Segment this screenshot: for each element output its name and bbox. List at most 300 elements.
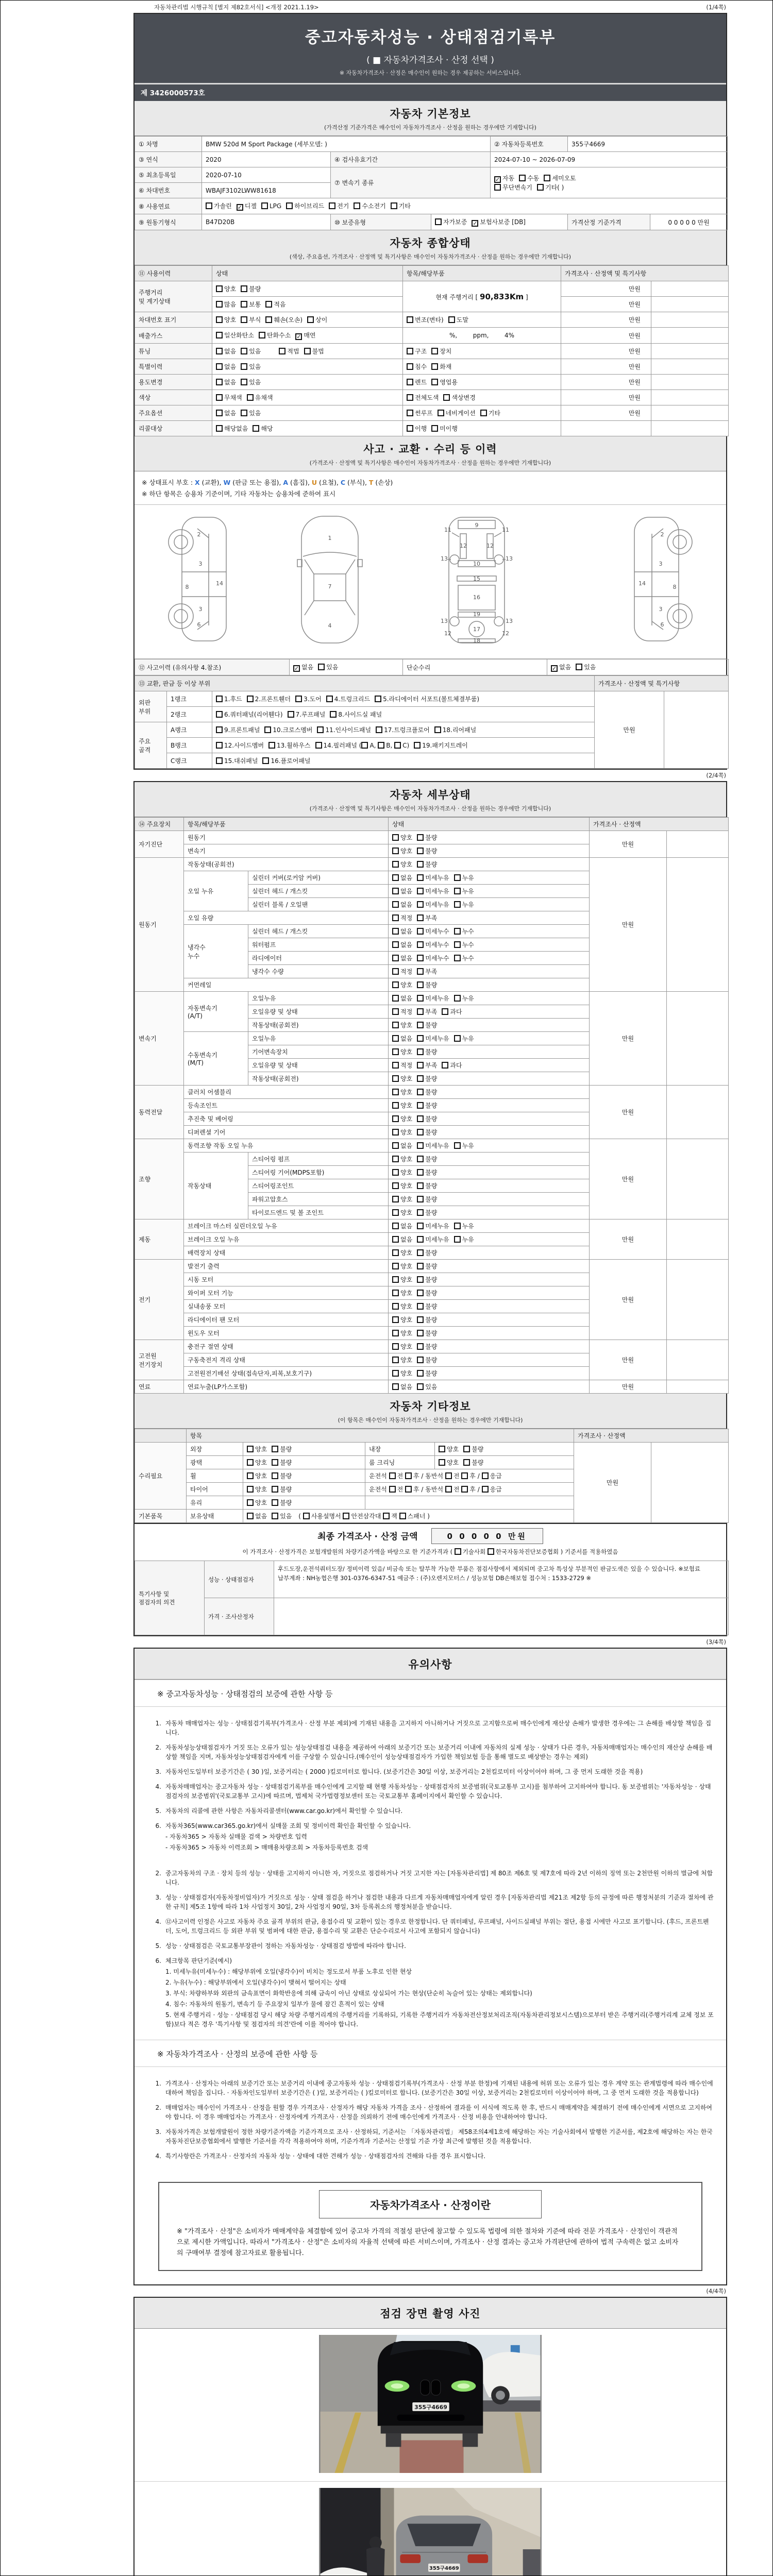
block-detail — [133, 781, 727, 1636]
table-cell-value — [212, 390, 403, 405]
checkbox-unchecked[interactable] — [417, 1275, 437, 1284]
checkbox-unchecked[interactable] — [286, 201, 324, 210]
checkbox-unchecked[interactable] — [431, 378, 458, 386]
checkbox-unchecked[interactable] — [417, 887, 449, 895]
checkbox-unchecked[interactable] — [392, 1235, 412, 1244]
checkbox-label: 없음 — [400, 1035, 413, 1042]
table-cell-value — [212, 753, 595, 769]
checkbox-label: 누유 — [462, 1236, 474, 1243]
checkbox-box-icon — [407, 425, 413, 432]
checkbox-unchecked[interactable] — [454, 994, 474, 1003]
checkbox-unchecked[interactable] — [392, 900, 412, 909]
checkbox-checked[interactable] — [237, 201, 257, 211]
checkbox-unchecked[interactable] — [417, 1329, 437, 1337]
table-cell-value: 2024-07-10 ~ 2026-07-09 — [491, 152, 728, 167]
checkbox-box-icon[interactable] — [482, 1486, 489, 1493]
checkbox-unchecked[interactable] — [241, 300, 261, 309]
checkbox-unchecked[interactable] — [392, 1141, 412, 1150]
checkbox-unchecked[interactable] — [392, 1007, 412, 1016]
checkbox-unchecked[interactable] — [392, 980, 412, 989]
checkbox-unchecked[interactable] — [272, 1458, 292, 1467]
legend-codes: ※ 상태표시 부호 : X (교환), W (판금 또는 용접), A (흠집), U (요철), C (부식), T (손상) — [142, 479, 393, 486]
notice-item — [150, 2103, 715, 2122]
checkbox-unchecked[interactable] — [417, 1195, 437, 1204]
checkbox-unchecked[interactable] — [216, 756, 258, 765]
checkbox-box-icon[interactable] — [378, 742, 384, 749]
checkbox-unchecked[interactable] — [417, 1021, 437, 1029]
checkbox-unchecked[interactable] — [392, 1208, 412, 1217]
checkbox-unchecked[interactable] — [439, 1445, 459, 1453]
checkbox-unchecked[interactable] — [454, 1034, 474, 1043]
notice-item-number: 1. — [155, 2080, 161, 2087]
notice-list-b — [135, 1869, 726, 2040]
checkbox-label: 7.루프패널 — [295, 711, 326, 718]
checkbox-unchecked[interactable] — [392, 1289, 412, 1297]
checkbox-unchecked[interactable] — [392, 1088, 412, 1096]
table-cell-value — [243, 1456, 365, 1469]
checkbox-unchecked[interactable] — [417, 1289, 437, 1297]
checkbox-unchecked[interactable] — [417, 1302, 437, 1311]
checkbox-unchecked[interactable] — [417, 1007, 437, 1016]
checkbox-unchecked[interactable] — [206, 201, 232, 210]
checkbox-unchecked[interactable] — [272, 1498, 292, 1507]
checkbox-unchecked[interactable] — [392, 887, 412, 895]
notice-item — [150, 1719, 715, 1737]
checkbox-box-icon[interactable] — [405, 1486, 412, 1493]
panel-number-label: 7 — [328, 583, 332, 590]
checkbox-box-icon[interactable] — [488, 1548, 494, 1555]
checkbox-unchecked[interactable] — [216, 284, 236, 293]
checkbox-unchecked[interactable] — [392, 873, 412, 882]
checkbox-unchecked[interactable] — [392, 1168, 412, 1177]
checkbox-box-icon[interactable] — [445, 1486, 452, 1493]
checkbox-unchecked[interactable] — [392, 1329, 412, 1337]
checkbox-unchecked[interactable] — [392, 954, 412, 962]
notice-item — [150, 1893, 715, 1911]
checkbox-unchecked[interactable] — [454, 873, 474, 882]
checkbox-unchecked[interactable] — [417, 954, 449, 962]
checkbox-label: 무채색 — [224, 394, 242, 401]
checkbox-unchecked[interactable] — [392, 1034, 412, 1043]
table-cell-value — [389, 1340, 590, 1353]
checkbox-unchecked[interactable] — [376, 725, 430, 734]
checkbox-unchecked[interactable] — [454, 1141, 474, 1150]
checkbox-unchecked[interactable] — [295, 694, 322, 703]
checkbox-box-icon[interactable] — [361, 742, 368, 749]
checkbox-unchecked[interactable] — [463, 1445, 483, 1453]
checkbox-label: 양호 — [400, 861, 413, 868]
checkbox-box-icon[interactable] — [389, 1486, 396, 1493]
checkbox-unchecked[interactable] — [392, 1021, 412, 1029]
checkbox-box-icon — [392, 1008, 399, 1015]
checkbox-unchecked[interactable] — [216, 741, 264, 750]
checkbox-unchecked[interactable] — [417, 1141, 449, 1150]
table-cell-value — [389, 1367, 590, 1380]
checkbox-unchecked[interactable] — [241, 315, 261, 324]
checkbox-unchecked[interactable] — [417, 1355, 437, 1364]
checkbox-unchecked[interactable] — [315, 741, 410, 750]
checkbox-label: 매연 — [304, 332, 316, 339]
checkbox-unchecked[interactable] — [354, 201, 385, 210]
checkbox-unchecked[interactable] — [247, 1498, 267, 1507]
checkbox-unchecked[interactable] — [259, 331, 291, 340]
final-price-label: 최종 가격조사 · 산정 금액 — [317, 1532, 418, 1542]
checkbox-unchecked[interactable] — [442, 1007, 462, 1016]
table-cell-value: BMW 520d M Sport Package (세부모델: ) — [202, 137, 491, 152]
checkbox-unchecked[interactable] — [417, 1061, 437, 1070]
checkbox-box-icon[interactable] — [394, 742, 401, 749]
checkbox-unchecked[interactable] — [544, 174, 576, 182]
checkbox-unchecked[interactable] — [216, 347, 236, 355]
checkbox-unchecked[interactable] — [216, 409, 236, 417]
checkbox-unchecked[interactable] — [431, 424, 458, 433]
table-cell-label: 상태 — [212, 266, 403, 281]
checkbox-unchecked[interactable] — [494, 183, 532, 192]
checkbox-unchecked[interactable] — [392, 1155, 412, 1163]
checkbox-unchecked[interactable] — [463, 1458, 483, 1467]
checkbox-unchecked[interactable] — [431, 347, 451, 355]
checkbox-unchecked[interactable] — [417, 873, 449, 882]
checkbox-unchecked[interactable] — [417, 1155, 437, 1163]
checkbox-label: 적음 — [274, 301, 286, 308]
page-marker-3: (3/4쪽) — [706, 1638, 726, 1646]
checkbox-box-icon[interactable] — [399, 1513, 406, 1519]
notice-subitem: 5. 현재 주행거리 · 성능 · 상태점검 당시 해당 차량 주행거리계의 주행거리를 기록하되, 기록한 주행거리가 자동차전산정보처리조직(자동차관리정보시스템)으로부터 받은 주행거리(주행거리계 교체 정보 포함)보다 적은 경우 '특기사항 및 점검자의 의견'란에 이를 적어야 합니다. — [165, 2011, 714, 2028]
table-cell-label: 스티어링 펌프 — [248, 1153, 389, 1166]
checkbox-unchecked[interactable] — [392, 1114, 412, 1123]
checkbox-unchecked[interactable] — [417, 1262, 437, 1270]
checkbox-box-icon[interactable] — [445, 1472, 452, 1479]
checkbox-label: 양호 — [255, 1472, 267, 1480]
notice-item-text: 체크항목 판단기준(예시) 1. 미세누유(미세누수) : 해당부위에 오일(냉각수)이 비치는 정도로서 부품 노후로 인한 현상 2. 누유(누수) : 해당부위에서 오일(냉각수)이 맺혀서 떨어지는 상태 3. 부식: 차량하부와 외판의 금속표면이 화학반응에 의해 금속이 아닌 상태로 상실되어 가는 현상(단순히 녹슬어 있는 상태는 제외합니다) 4. 침수: 자동차의 원동기, 변속기 등 주요장치 일부가 물에 잠긴 흔적이 있는 상태 5. 현재 주행거리 · 성능 · 상태점검 당시 해당 차량 주행거리계의 주행거리를 기록하되, 기록한 주행거리가 자동차전산정보처리조직(자동차관리정보시스템)으로부터 받은 주행거리(주행거리계 교체 정보 포함)보다 적은 경우 '특기사항 및 점검자의 의견'란에 이를 적어야 합니다. — [165, 1956, 715, 2029]
checkbox-unchecked[interactable] — [454, 927, 474, 936]
table-cell-label: 룸 크리닝 — [365, 1456, 435, 1469]
table-cell-value — [389, 978, 590, 992]
checkbox-unchecked[interactable] — [241, 409, 261, 417]
checkbox-unchecked[interactable] — [330, 710, 382, 719]
checkbox-unchecked[interactable] — [417, 846, 437, 855]
checkbox-unchecked[interactable] — [417, 1047, 437, 1056]
checkbox-unchecked[interactable] — [216, 378, 236, 386]
checkbox-unchecked[interactable] — [519, 174, 539, 182]
checkbox-label: 변조(변타) — [415, 316, 444, 324]
checkbox-unchecked[interactable] — [417, 980, 437, 989]
checkbox-unchecked[interactable] — [272, 1471, 292, 1480]
checkbox-unchecked[interactable] — [407, 424, 427, 433]
checkbox-label: 부족 — [425, 1062, 438, 1069]
table-cell-label: 라디에이터 — [248, 952, 389, 965]
checkbox-unchecked[interactable] — [417, 940, 449, 949]
checkbox-checked[interactable] — [551, 663, 571, 672]
table-cell-label: 튜닝 — [135, 344, 212, 359]
checkbox-unchecked[interactable] — [392, 1195, 412, 1204]
checkbox-unchecked[interactable] — [417, 860, 437, 869]
checkbox-unchecked[interactable] — [241, 347, 261, 355]
checkbox-unchecked[interactable] — [392, 1128, 412, 1137]
checkbox-unchecked[interactable] — [417, 1088, 437, 1096]
checkbox-unchecked[interactable] — [326, 694, 370, 703]
checkbox-unchecked[interactable] — [443, 393, 475, 402]
checkbox-unchecked[interactable] — [392, 1047, 412, 1056]
checkbox-label: 세미오토 — [552, 175, 576, 182]
checkbox-box-icon — [392, 1089, 399, 1095]
checkbox-unchecked[interactable] — [216, 710, 283, 719]
checkbox-unchecked[interactable] — [272, 1485, 292, 1494]
checkbox-unchecked[interactable] — [417, 1128, 437, 1137]
checkbox-unchecked[interactable] — [576, 663, 596, 671]
checkbox-label: 장치 — [440, 348, 452, 355]
checkbox-unchecked[interactable] — [216, 694, 242, 703]
checkbox-box-icon — [407, 379, 413, 385]
checkbox-unchecked[interactable] — [392, 1262, 412, 1270]
checkbox-unchecked[interactable] — [264, 725, 312, 734]
checkbox-unchecked[interactable] — [417, 1074, 437, 1083]
checkbox-label: 불량 — [280, 1459, 292, 1466]
checkbox-box-icon — [247, 1486, 254, 1493]
checkbox-label: 양호 — [400, 1196, 413, 1203]
checkbox-checked[interactable] — [494, 174, 514, 183]
checkbox-unchecked[interactable] — [417, 1168, 437, 1177]
checkbox-unchecked[interactable] — [247, 1445, 267, 1453]
checkbox-label: 불량 — [425, 1209, 438, 1216]
checkbox-checked[interactable] — [293, 663, 313, 672]
table-cell-label: 타이로드엔드 및 볼 조인트 — [248, 1206, 389, 1219]
checkbox-unchecked[interactable] — [407, 409, 433, 417]
checkbox-unchecked[interactable] — [392, 1315, 412, 1324]
checkbox-unchecked[interactable] — [247, 694, 291, 703]
checkbox-unchecked[interactable] — [272, 1445, 292, 1453]
notice-item-text: 자동차가격은 보험개발원이 정한 차량기준가액을 기준가격으로 조사 · 산정하되, 기준서는 「자동차관리법」 제58조의4제1호에 해당하는 자는 기술사회에서 발행한 기준서를, 제2호에 해당하는 자는 한국자동차진단보증협회에서 발행한 기준서를 각각 적용하여야 하며, 기준가격과 기준서는 산정일 기준 가장 최근에 발행된 것을 적용합니다. — [165, 2128, 713, 2145]
checkbox-unchecked[interactable] — [392, 1355, 412, 1364]
checkbox-unchecked[interactable] — [329, 201, 349, 210]
checkbox-unchecked[interactable] — [454, 1235, 474, 1244]
checkbox-unchecked[interactable] — [216, 424, 248, 433]
table-cell-value — [389, 1005, 590, 1019]
checkbox-label: 양호 — [400, 1370, 413, 1377]
table-cell-value — [403, 344, 561, 359]
checkbox-box-icon — [241, 379, 247, 385]
checkbox-unchecked[interactable] — [417, 1235, 449, 1244]
checkbox-unchecked[interactable] — [417, 1369, 437, 1378]
checkbox-unchecked[interactable] — [392, 1369, 412, 1378]
checkbox-unchecked[interactable] — [241, 362, 261, 371]
checkbox-unchecked[interactable] — [392, 927, 412, 936]
checkbox-unchecked[interactable] — [435, 217, 467, 226]
checkbox-unchecked[interactable] — [265, 315, 303, 324]
checkbox-box-icon[interactable] — [343, 1513, 349, 1519]
checkbox-unchecked[interactable] — [407, 393, 439, 402]
checkbox-box-icon — [216, 379, 223, 385]
notice-subitem: - 자동차365 > 자동차 이력조회 > 매매용차량조회 > 자동차등록번호 검색 — [165, 1844, 368, 1851]
checkbox-unchecked[interactable] — [392, 860, 412, 869]
checkbox-unchecked[interactable] — [417, 1208, 437, 1217]
checkbox-unchecked[interactable] — [216, 331, 254, 340]
checkbox-unchecked[interactable] — [417, 1181, 437, 1190]
notice-item-number: 5. — [155, 1942, 161, 1950]
checkbox-unchecked[interactable] — [392, 1101, 412, 1110]
checkbox-unchecked[interactable] — [216, 315, 236, 324]
checkbox-box-icon — [392, 1142, 399, 1149]
checkbox-box-icon — [417, 888, 424, 894]
checkbox-unchecked[interactable] — [417, 1248, 437, 1257]
checkbox-label: 전기 — [337, 202, 349, 210]
checkbox-unchecked[interactable] — [392, 846, 412, 855]
checkbox-unchecked[interactable] — [407, 347, 427, 355]
checkbox-unchecked[interactable] — [392, 833, 412, 842]
checkbox-unchecked[interactable] — [417, 913, 437, 922]
checkbox-unchecked[interactable] — [407, 315, 444, 324]
checkbox-checked[interactable] — [295, 331, 315, 340]
table-cell-value — [389, 1139, 590, 1153]
checkbox-unchecked[interactable] — [417, 927, 449, 936]
checkbox-unchecked[interactable] — [288, 710, 326, 719]
checkbox-unchecked[interactable] — [417, 1315, 437, 1324]
checkbox-box-icon — [392, 1330, 399, 1336]
checkbox-box-icon[interactable] — [461, 1486, 468, 1493]
checkbox-unchecked[interactable] — [247, 1485, 267, 1494]
checkbox-unchecked[interactable] — [392, 1382, 412, 1391]
checkbox-unchecked[interactable] — [392, 1074, 412, 1083]
checkbox-unchecked[interactable] — [439, 1458, 459, 1467]
notice-subitem: 2. 누유(누수) : 해당부위에서 오일(냉각수)이 맺혀서 떨어지는 상태 — [165, 1979, 346, 1986]
checkbox-unchecked[interactable] — [392, 1222, 412, 1230]
checkbox-unchecked[interactable] — [417, 967, 437, 976]
table-cell-value — [243, 1483, 365, 1496]
checkbox-unchecked[interactable] — [417, 1382, 437, 1391]
checkbox-unchecked[interactable] — [480, 409, 500, 417]
checkbox-label: 미세누유 — [425, 995, 449, 1002]
checkbox-unchecked[interactable] — [438, 409, 476, 417]
checkbox-unchecked[interactable] — [304, 347, 324, 355]
checkbox-box-icon[interactable] — [455, 1548, 461, 1555]
checkbox-unchecked[interactable] — [392, 1181, 412, 1190]
checkbox-unchecked[interactable] — [392, 1061, 412, 1070]
checkbox-unchecked[interactable] — [392, 1302, 412, 1311]
checkbox-box-icon[interactable] — [389, 1472, 396, 1479]
pricing-definition-box — [158, 2182, 702, 2271]
checkbox-unchecked[interactable] — [261, 202, 281, 210]
checkbox-unchecked[interactable] — [454, 900, 474, 909]
checkbox-unchecked[interactable] — [247, 1458, 267, 1467]
table-cell-label: 가격 · 조사산정자 — [205, 1598, 274, 1635]
checkbox-unchecked[interactable] — [417, 1034, 449, 1043]
checkbox-box-icon — [417, 1236, 424, 1243]
table-cell-value: %, ppm, 4% — [403, 328, 561, 344]
checkbox-unchecked[interactable] — [454, 1222, 474, 1230]
table-cell-value — [389, 1380, 590, 1394]
checkbox-label: 영업용 — [440, 379, 458, 386]
checkbox-box-icon[interactable] — [383, 1513, 390, 1519]
checkbox-box-icon — [268, 742, 275, 749]
checkbox-unchecked[interactable] — [454, 954, 474, 962]
checkbox-label: 누수 — [462, 955, 474, 962]
checkbox-box-icon — [216, 363, 223, 370]
checkbox-unchecked[interactable] — [434, 725, 476, 734]
checkbox-unchecked[interactable] — [268, 741, 310, 750]
checkbox-unchecked[interactable] — [537, 183, 564, 192]
checkbox-box-icon[interactable] — [461, 1472, 468, 1479]
checkbox-label: 없음 — [400, 1236, 413, 1243]
checkbox-unchecked[interactable] — [431, 362, 451, 371]
checkbox-unchecked[interactable] — [392, 1275, 412, 1284]
checkbox-unchecked[interactable] — [414, 741, 468, 750]
table-cell-value — [389, 1206, 590, 1219]
checkbox-unchecked[interactable] — [262, 756, 310, 765]
checkbox-box-icon — [392, 968, 399, 975]
checkbox-unchecked[interactable] — [392, 994, 412, 1003]
panel-number-label: 14 — [638, 580, 646, 587]
checkbox-box-icon — [216, 316, 223, 323]
checkbox-unchecked[interactable] — [392, 967, 412, 976]
checkbox-unchecked[interactable] — [307, 315, 327, 324]
checkbox-unchecked[interactable] — [253, 424, 273, 433]
table-cell-label: 리콜대상 — [135, 421, 212, 436]
checkbox-unchecked[interactable] — [392, 940, 412, 949]
checkbox-unchecked[interactable] — [448, 315, 468, 324]
table-cell-value — [389, 885, 590, 898]
checkbox-unchecked[interactable] — [241, 378, 261, 386]
checkbox-unchecked[interactable] — [417, 1114, 437, 1123]
checkbox-checked[interactable] — [472, 217, 526, 227]
page-marker-2: (2/4쪽) — [706, 772, 726, 779]
checkbox-unchecked[interactable] — [417, 1222, 449, 1230]
checkbox-unchecked[interactable] — [317, 725, 371, 734]
checkbox-unchecked[interactable] — [216, 362, 236, 371]
checkbox-label: 불량 — [425, 1330, 438, 1337]
checkbox-unchecked[interactable] — [391, 201, 411, 210]
checkbox-unchecked[interactable] — [247, 1512, 267, 1520]
checkbox-box-icon[interactable] — [303, 1513, 310, 1519]
checkbox-label: 6.쿼터패널(리어휀다) — [224, 711, 283, 718]
checkbox-unchecked[interactable] — [247, 1471, 267, 1480]
checkbox-box-icon[interactable] — [482, 1472, 489, 1479]
checkbox-unchecked[interactable] — [375, 694, 479, 703]
checkbox-unchecked[interactable] — [216, 393, 242, 402]
checkbox-unchecked[interactable] — [407, 362, 427, 371]
notice-item-text: 성능 · 상태점검자(자동차정비업자)가 거짓으로 성능 · 상태 점검을 하거나 점검한 내용과 다르게 자동차매매업자에게 알린 경우 [자동차관리법 제21조 제2항 등의 규정에 따른 행정처분의 기준과 절차에 관한 규칙] 제5조 1항에 따라 1차 사업정지 30일, 2차 사업정지 90일, 3차 등록취소의 행정처분을 받습니다. — [165, 1894, 714, 1910]
checkbox-unchecked[interactable] — [318, 663, 338, 671]
checkbox-unchecked[interactable] — [442, 1061, 462, 1070]
checkbox-box-icon — [454, 941, 461, 948]
checkbox-unchecked[interactable] — [454, 940, 474, 949]
checkbox-unchecked[interactable] — [454, 887, 474, 895]
checkbox-unchecked[interactable] — [216, 725, 260, 734]
checkbox-unchecked[interactable] — [247, 393, 273, 402]
checkbox-unchecked[interactable] — [392, 913, 412, 922]
checkbox-unchecked[interactable] — [272, 1512, 292, 1520]
checkbox-box-icon[interactable] — [405, 1472, 412, 1479]
checkbox-unchecked[interactable] — [417, 1342, 437, 1351]
checkbox-unchecked[interactable] — [417, 900, 449, 909]
checkbox-unchecked[interactable] — [241, 284, 261, 293]
checkbox-box-icon — [407, 394, 413, 401]
notice-item-number: 3. — [155, 2128, 161, 2136]
checkbox-label: 무단변속기 — [502, 184, 532, 191]
checkbox-label: 양호 — [400, 1022, 413, 1029]
checkbox-unchecked[interactable] — [392, 1342, 412, 1351]
checkbox-unchecked[interactable] — [265, 300, 285, 309]
checkbox-unchecked[interactable] — [392, 1248, 412, 1257]
checkbox-label: 미세누유 — [425, 888, 449, 895]
checkbox-unchecked[interactable] — [407, 378, 427, 386]
checkbox-label: 미세누유 — [425, 1223, 449, 1230]
checkbox-unchecked[interactable] — [279, 347, 299, 355]
checkbox-unchecked[interactable] — [216, 300, 236, 309]
checkbox-unchecked[interactable] — [417, 994, 449, 1003]
checkbox-unchecked[interactable] — [417, 833, 437, 842]
checkbox-unchecked[interactable] — [417, 1101, 437, 1110]
checkbox-label: 없음 — [400, 1223, 413, 1230]
